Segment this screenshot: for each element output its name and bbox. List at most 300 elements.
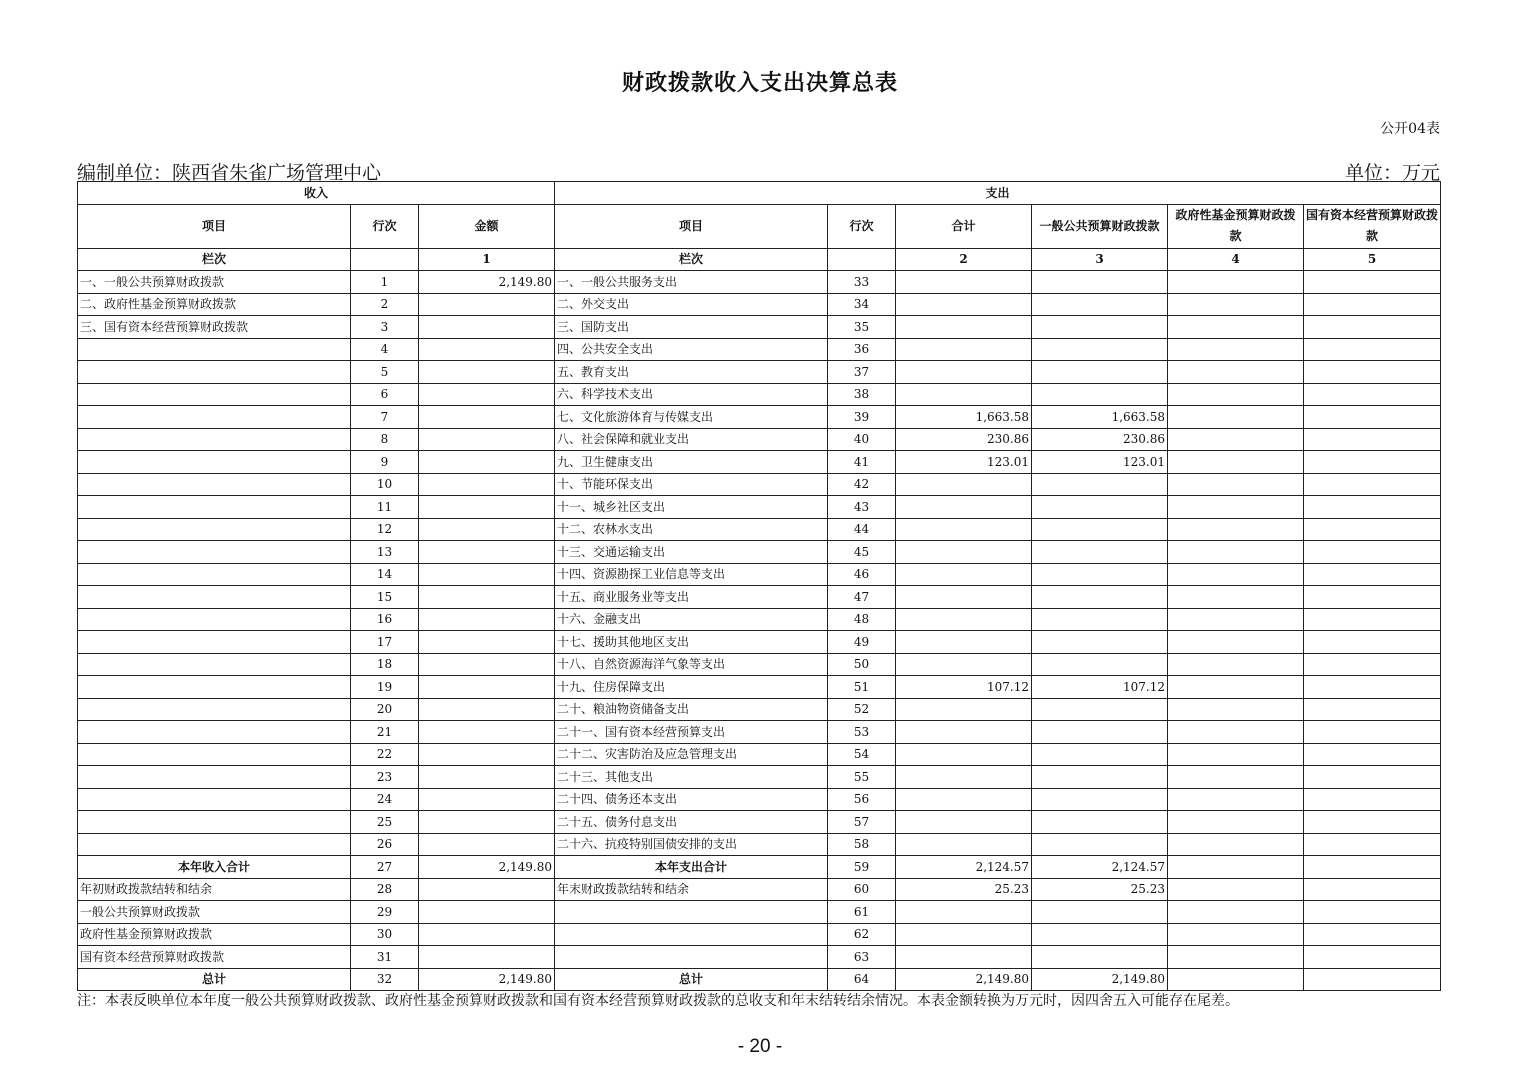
income-item: 三、国有资本经营预算财政拨款: [78, 316, 351, 339]
income-item: [78, 833, 351, 856]
income-line: 3: [351, 316, 419, 339]
expense-total: [896, 811, 1032, 834]
expense-item: 十二、农林水支出: [555, 518, 828, 541]
table-row: [78, 383, 1441, 406]
expense-line: 51: [828, 676, 896, 699]
expense-item: 二十、粮油物资储备支出: [555, 698, 828, 721]
gov-fund-amount: [1168, 721, 1304, 744]
table-row: [78, 743, 1441, 766]
expense-total: [896, 361, 1032, 384]
table-row: [78, 901, 1441, 924]
expense-total: [896, 923, 1032, 946]
income-item: [78, 721, 351, 744]
expense-total: [896, 316, 1032, 339]
income-line: 29: [351, 901, 419, 924]
expense-line: 45: [828, 541, 896, 564]
gov-fund-amount: [1168, 856, 1304, 879]
form-number: 公开04表: [1380, 121, 1440, 137]
general-budget-amount: [1032, 293, 1168, 316]
income-amount: [419, 518, 555, 541]
state-capital-amount: [1304, 383, 1441, 406]
gov-fund-amount: [1168, 383, 1304, 406]
gov-fund-amount: [1168, 608, 1304, 631]
expense-item: [555, 923, 828, 946]
expense-item: 十八、自然资源海洋气象等支出: [555, 653, 828, 676]
gov-fund-amount: [1168, 631, 1304, 654]
table-row: [78, 428, 1441, 451]
income-amount: 2,149.80: [419, 968, 555, 991]
col-index-1: 1: [419, 248, 555, 271]
general-budget-amount: 2,149.80: [1032, 968, 1168, 991]
expense-item: 十六、金融支出: [555, 608, 828, 631]
state-capital-amount: [1304, 496, 1441, 519]
table-row: [78, 586, 1441, 609]
expense-total: [896, 833, 1032, 856]
expense-total: [896, 496, 1032, 519]
expense-total: [896, 541, 1032, 564]
expense-item: 十、节能环保支出: [555, 473, 828, 496]
state-capital-amount: [1304, 293, 1441, 316]
general-budget-amount: [1032, 653, 1168, 676]
income-item: [78, 361, 351, 384]
income-amount: [419, 923, 555, 946]
expense-item: 九、卫生健康支出: [555, 451, 828, 474]
gov-fund-amount: [1168, 968, 1304, 991]
general-budget-amount: [1032, 743, 1168, 766]
income-line: 22: [351, 743, 419, 766]
income-amount: [419, 631, 555, 654]
state-capital-amount: [1304, 406, 1441, 429]
income-item: [78, 383, 351, 406]
expense-line: 46: [828, 563, 896, 586]
table-row: [78, 293, 1441, 316]
income-line: 16: [351, 608, 419, 631]
general-budget-amount: [1032, 833, 1168, 856]
expense-total: [896, 698, 1032, 721]
income-amount: [419, 563, 555, 586]
income-item: 一、一般公共预算财政拨款: [78, 271, 351, 294]
expense-item: 十五、商业服务业等支出: [555, 586, 828, 609]
income-item: [78, 541, 351, 564]
expense-line: 54: [828, 743, 896, 766]
col-index-blank-2: [828, 248, 896, 271]
expense-line: 60: [828, 878, 896, 901]
expense-total: [896, 586, 1032, 609]
state-capital-amount: [1304, 338, 1441, 361]
state-capital-amount: [1304, 518, 1441, 541]
state-capital-amount: [1304, 541, 1441, 564]
state-capital-amount: [1304, 698, 1441, 721]
gov-fund-amount: [1168, 271, 1304, 294]
state-capital-amount: [1304, 451, 1441, 474]
expense-item: 十四、资源勘探工业信息等支出: [555, 563, 828, 586]
income-amount: [419, 946, 555, 969]
expense-total: 25.23: [896, 878, 1032, 901]
income-line: 8: [351, 428, 419, 451]
expense-line: 38: [828, 383, 896, 406]
income-line: 23: [351, 766, 419, 789]
gov-fund-amount: [1168, 293, 1304, 316]
income-amount: [419, 901, 555, 924]
compiling-unit: 编制单位：陕西省朱雀广场管理中心: [77, 162, 382, 184]
gov-fund-header: 政府性基金预算财政拨款: [1168, 204, 1304, 248]
expense-line: 53: [828, 721, 896, 744]
income-line: 26: [351, 833, 419, 856]
income-line: 18: [351, 653, 419, 676]
income-line: 6: [351, 383, 419, 406]
expense-item: 年末财政拨款结转和结余: [555, 878, 828, 901]
gov-fund-amount: [1168, 338, 1304, 361]
state-capital-amount: [1304, 878, 1441, 901]
income-line: 19: [351, 676, 419, 699]
state-capital-amount: [1304, 923, 1441, 946]
income-amount-header: 金额: [419, 204, 555, 248]
col-index-2: 2: [896, 248, 1032, 271]
income-amount: [419, 293, 555, 316]
expense-total: 107.12: [896, 676, 1032, 699]
income-amount: [419, 653, 555, 676]
expense-item: 二十五、债务付息支出: [555, 811, 828, 834]
expense-item: 十一、城乡社区支出: [555, 496, 828, 519]
state-capital-amount: [1304, 473, 1441, 496]
expense-total: [896, 653, 1032, 676]
income-item: [78, 608, 351, 631]
income-item: 国有资本经营预算财政拨款: [78, 946, 351, 969]
income-item-header: 项目: [78, 204, 351, 248]
gov-fund-amount: [1168, 496, 1304, 519]
income-item: 本年收入合计: [78, 856, 351, 879]
income-line: 25: [351, 811, 419, 834]
income-amount: [419, 698, 555, 721]
income-item: 总计: [78, 968, 351, 991]
expense-total: [896, 766, 1032, 789]
general-budget-amount: [1032, 923, 1168, 946]
table-row: [78, 721, 1441, 744]
general-budget-amount: [1032, 698, 1168, 721]
expense-line: 55: [828, 766, 896, 789]
income-line: 9: [351, 451, 419, 474]
expense-item: 二十三、其他支出: [555, 766, 828, 789]
general-budget-amount: [1032, 271, 1168, 294]
general-budget-amount: [1032, 518, 1168, 541]
gov-fund-amount: [1168, 788, 1304, 811]
state-capital-amount: [1304, 361, 1441, 384]
expense-line: 34: [828, 293, 896, 316]
header-row-sections: [78, 182, 1441, 205]
general-budget-amount: [1032, 631, 1168, 654]
income-item: [78, 653, 351, 676]
expense-item: 二、外交支出: [555, 293, 828, 316]
gov-fund-amount: [1168, 946, 1304, 969]
expense-total: [896, 563, 1032, 586]
expense-total: [896, 271, 1032, 294]
state-capital-amount: [1304, 271, 1441, 294]
state-capital-amount: [1304, 721, 1441, 744]
col-index-blank: [351, 248, 419, 271]
general-budget-amount: 107.12: [1032, 676, 1168, 699]
expense-item: 十九、住房保障支出: [555, 676, 828, 699]
column-index-row: [78, 248, 1441, 271]
income-line: 17: [351, 631, 419, 654]
state-capital-amount: [1304, 833, 1441, 856]
state-capital-amount: [1304, 586, 1441, 609]
expense-item: 二十四、债务还本支出: [555, 788, 828, 811]
expense-total: [896, 743, 1032, 766]
expense-total: [896, 383, 1032, 406]
income-amount: [419, 338, 555, 361]
state-capital-amount: [1304, 428, 1441, 451]
expense-line: 57: [828, 811, 896, 834]
income-line: 4: [351, 338, 419, 361]
gov-fund-amount: [1168, 878, 1304, 901]
income-amount: [419, 676, 555, 699]
general-budget-amount: 25.23: [1032, 878, 1168, 901]
table-row: [78, 833, 1441, 856]
gov-fund-amount: [1168, 451, 1304, 474]
table-row: [78, 361, 1441, 384]
income-amount: [419, 383, 555, 406]
income-item: [78, 631, 351, 654]
income-item: [78, 586, 351, 609]
expense-item: 本年支出合计: [555, 856, 828, 879]
expense-total: [896, 518, 1032, 541]
expense-total-header: 合计: [896, 204, 1032, 248]
state-capital-amount: [1304, 743, 1441, 766]
page-title: 财政拨款收入支出决算总表: [621, 70, 898, 96]
expense-total: [896, 338, 1032, 361]
income-amount: [419, 473, 555, 496]
expense-item: 总计: [555, 968, 828, 991]
general-budget-amount: [1032, 946, 1168, 969]
gov-fund-amount: [1168, 833, 1304, 856]
table-row: [78, 811, 1441, 834]
gov-fund-amount: [1168, 901, 1304, 924]
income-item: [78, 473, 351, 496]
expense-total: [896, 473, 1032, 496]
expense-total: 123.01: [896, 451, 1032, 474]
currency-unit: 单位：万元: [1344, 162, 1440, 184]
income-item: [78, 811, 351, 834]
expense-total: [896, 631, 1032, 654]
expense-total: 1,663.58: [896, 406, 1032, 429]
income-item: [78, 451, 351, 474]
expense-line: 61: [828, 901, 896, 924]
income-line: 2: [351, 293, 419, 316]
income-line: 20: [351, 698, 419, 721]
table-row: [78, 788, 1441, 811]
state-capital-amount: [1304, 946, 1441, 969]
income-item: [78, 338, 351, 361]
expense-total: [896, 946, 1032, 969]
income-line: 11: [351, 496, 419, 519]
table-row: [78, 856, 1441, 879]
income-item: [78, 563, 351, 586]
income-line: 32: [351, 968, 419, 991]
expense-item: 八、社会保障和就业支出: [555, 428, 828, 451]
income-item: [78, 406, 351, 429]
income-amount: [419, 788, 555, 811]
table-row: [78, 338, 1441, 361]
expense-line: 58: [828, 833, 896, 856]
state-capital-header: 国有资本经营预算财政拨款: [1304, 204, 1441, 248]
general-budget-amount: [1032, 473, 1168, 496]
gov-fund-amount: [1168, 406, 1304, 429]
general-budget-amount: [1032, 338, 1168, 361]
table-row: [78, 608, 1441, 631]
expense-item: 二十二、灾害防治及应急管理支出: [555, 743, 828, 766]
general-budget-amount: [1032, 901, 1168, 924]
header-row-columns: [78, 204, 1441, 248]
income-amount: [419, 766, 555, 789]
income-amount: [419, 428, 555, 451]
expense-total: [896, 788, 1032, 811]
income-header: 收入: [78, 182, 555, 205]
income-amount: [419, 316, 555, 339]
general-budget-amount: [1032, 563, 1168, 586]
income-line-header: 行次: [351, 204, 419, 248]
gov-fund-amount: [1168, 586, 1304, 609]
table-row: [78, 653, 1441, 676]
income-amount: [419, 406, 555, 429]
gov-fund-amount: [1168, 563, 1304, 586]
general-budget-amount: [1032, 316, 1168, 339]
expense-item: 二十一、国有资本经营预算支出: [555, 721, 828, 744]
expense-header: 支出: [555, 182, 1441, 205]
state-capital-amount: [1304, 608, 1441, 631]
expense-item: 六、科学技术支出: [555, 383, 828, 406]
income-line: 13: [351, 541, 419, 564]
income-line: 7: [351, 406, 419, 429]
expense-line: 48: [828, 608, 896, 631]
income-amount: [419, 833, 555, 856]
gov-fund-amount: [1168, 541, 1304, 564]
income-amount: [419, 496, 555, 519]
expense-total: 230.86: [896, 428, 1032, 451]
income-line: 12: [351, 518, 419, 541]
income-line: 28: [351, 878, 419, 901]
expense-line: 43: [828, 496, 896, 519]
expense-line: 59: [828, 856, 896, 879]
expense-line: 39: [828, 406, 896, 429]
income-item: [78, 788, 351, 811]
income-line: 1: [351, 271, 419, 294]
general-budget-amount: 123.01: [1032, 451, 1168, 474]
expense-item: [555, 901, 828, 924]
income-item: 年初财政拨款结转和结余: [78, 878, 351, 901]
table-row: [78, 316, 1441, 339]
income-amount: [419, 451, 555, 474]
table-row: [78, 923, 1441, 946]
col-index-5: 5: [1304, 248, 1441, 271]
expense-line-header: 行次: [828, 204, 896, 248]
general-budget-amount: [1032, 361, 1168, 384]
income-amount: [419, 541, 555, 564]
state-capital-amount: [1304, 631, 1441, 654]
general-budget-amount: [1032, 496, 1168, 519]
income-amount: [419, 586, 555, 609]
state-capital-amount: [1304, 811, 1441, 834]
page-number: - 20 -: [737, 1036, 783, 1057]
expense-line: 35: [828, 316, 896, 339]
expense-line: 64: [828, 968, 896, 991]
expense-line: 50: [828, 653, 896, 676]
expense-line: 33: [828, 271, 896, 294]
general-budget-header: 一般公共预算财政拨款: [1032, 204, 1168, 248]
expense-item-header: 项目: [555, 204, 828, 248]
expense-total: [896, 608, 1032, 631]
income-line: 10: [351, 473, 419, 496]
state-capital-amount: [1304, 676, 1441, 699]
fiscal-summary-table: [77, 181, 1441, 991]
state-capital-amount: [1304, 856, 1441, 879]
income-amount: 2,149.80: [419, 856, 555, 879]
expense-item: 十七、援助其他地区支出: [555, 631, 828, 654]
expense-item: [555, 946, 828, 969]
income-item: [78, 743, 351, 766]
expense-line: 37: [828, 361, 896, 384]
gov-fund-amount: [1168, 923, 1304, 946]
income-item: [78, 428, 351, 451]
table-row: [78, 631, 1441, 654]
table-row: [78, 676, 1441, 699]
income-amount: [419, 878, 555, 901]
income-line: 5: [351, 361, 419, 384]
state-capital-amount: [1304, 316, 1441, 339]
table-row: [78, 271, 1441, 294]
gov-fund-amount: [1168, 766, 1304, 789]
income-amount: [419, 743, 555, 766]
state-capital-amount: [1304, 788, 1441, 811]
income-item: [78, 518, 351, 541]
expense-item: 四、公共安全支出: [555, 338, 828, 361]
expense-total: 2,149.80: [896, 968, 1032, 991]
table-row: [78, 698, 1441, 721]
income-line: 31: [351, 946, 419, 969]
expense-total: [896, 901, 1032, 924]
col-label-expense: 栏次: [555, 248, 828, 271]
expense-item: 三、国防支出: [555, 316, 828, 339]
expense-line: 47: [828, 586, 896, 609]
gov-fund-amount: [1168, 361, 1304, 384]
expense-total: [896, 293, 1032, 316]
expense-line: 62: [828, 923, 896, 946]
general-budget-amount: 230.86: [1032, 428, 1168, 451]
income-item: 二、政府性基金预算财政拨款: [78, 293, 351, 316]
table-row: [78, 496, 1441, 519]
table-row: [78, 563, 1441, 586]
income-item: 政府性基金预算财政拨款: [78, 923, 351, 946]
gov-fund-amount: [1168, 676, 1304, 699]
expense-line: 40: [828, 428, 896, 451]
table-row: [78, 406, 1441, 429]
income-line: 30: [351, 923, 419, 946]
table-row: [78, 518, 1441, 541]
state-capital-amount: [1304, 766, 1441, 789]
expense-line: 44: [828, 518, 896, 541]
income-amount: [419, 608, 555, 631]
gov-fund-amount: [1168, 653, 1304, 676]
general-budget-amount: [1032, 721, 1168, 744]
expense-line: 41: [828, 451, 896, 474]
state-capital-amount: [1304, 968, 1441, 991]
table-row: [78, 878, 1441, 901]
income-amount: 2,149.80: [419, 271, 555, 294]
col-index-4: 4: [1168, 248, 1304, 271]
income-amount: [419, 811, 555, 834]
state-capital-amount: [1304, 563, 1441, 586]
income-line: 14: [351, 563, 419, 586]
expense-line: 56: [828, 788, 896, 811]
